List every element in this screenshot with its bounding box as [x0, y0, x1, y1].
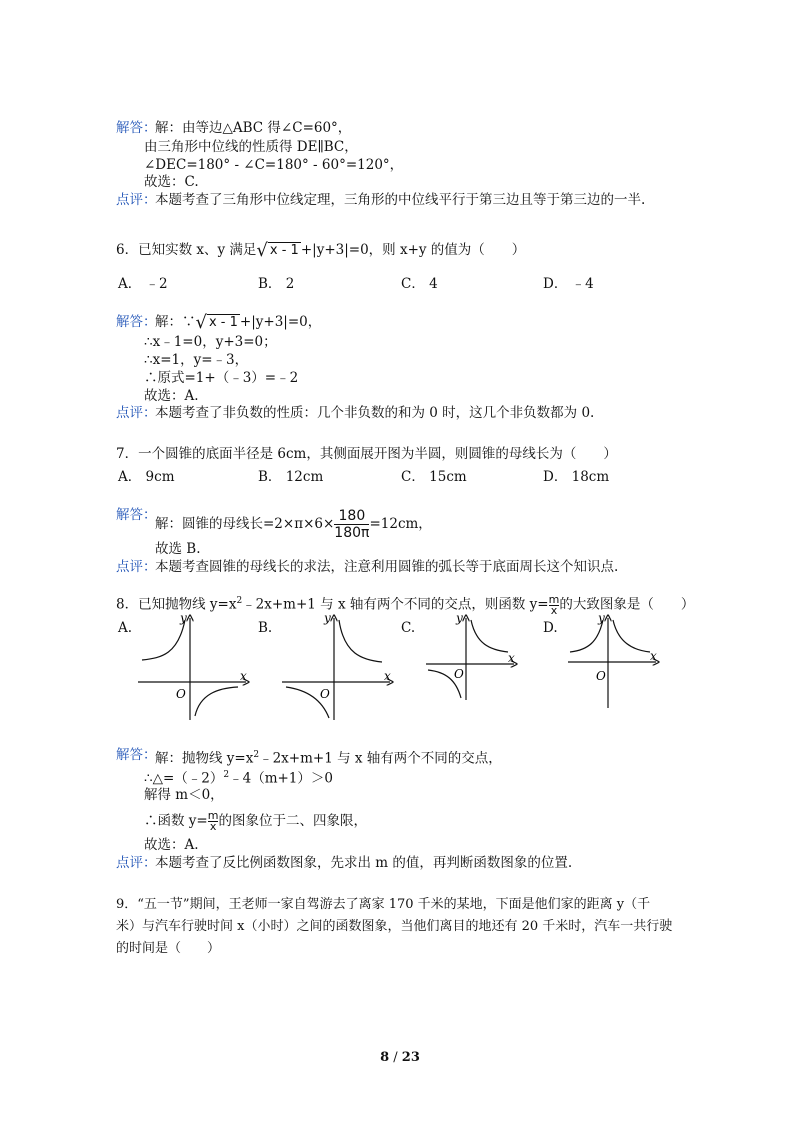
question-9-line: 米）与汽车行驶时间 x（小时）之间的函数图象，当他们离目的地还有 20 千米时，汽车一共行驶 [116, 919, 673, 934]
answer-line: 解：由等边△ABC 得∠C=60°， [155, 120, 352, 136]
stem-text: 6．已知实数 x、y 满足 [116, 242, 257, 258]
question-9-line: 的时间是（ ） [116, 941, 221, 956]
answer-label: 解答： [116, 120, 157, 136]
answer-label: 解答： [116, 314, 157, 330]
question-7-stem: 7．一个圆锥的底面半径是 6cm，其侧面展开图为半圆，则圆锥的母线长为（ ） [116, 446, 617, 462]
axis-x-label: x [384, 669, 391, 683]
axis-x-label: x [650, 649, 657, 663]
graph-c [424, 612, 524, 702]
comment-text: 本题考查圆锥的母线长的求法，注意利用圆锥的弧长等于底面周长这个知识点. [155, 559, 619, 575]
answer-line: ∠DEC=180° - ∠C=180° - 60°=120°， [144, 157, 404, 173]
origin-label: O [176, 687, 186, 701]
comment-text: 本题考查了非负数的性质：几个非负数的和为 0 时，这几个非负数都为 0. [155, 405, 595, 421]
answer-line: 故选：C. [144, 174, 199, 190]
choice-c: C． 4 [401, 276, 438, 292]
comment-label: 点评： [116, 405, 157, 421]
page-number: 8 / 23 [380, 1050, 420, 1065]
radicand: x - 1 [269, 243, 299, 258]
origin-label: O [596, 669, 606, 683]
answer-label: 解答： [116, 507, 157, 523]
answer-line: 故选 B. [155, 541, 201, 557]
answer-line: ∴x﹣1=0，y+3=0； [144, 334, 277, 350]
answer-line: 解：圆锥的母线长=2×π×6× $\frac{180}{180\pi}$ =12cm， [155, 508, 432, 541]
choice-b: B． 2 [258, 276, 295, 292]
choice-b-label: B. [258, 620, 273, 636]
axis-y-label: y [180, 612, 187, 625]
comment-label: 点评： [116, 559, 157, 575]
comment-text: 本题考查了三角形中位线定理，三角形的中位线平行于第三边且等于第三边的一半. [155, 192, 646, 208]
question-8-stem: 8．已知抛物线 $y=x^2﹣2x+m+1$ 与 x 轴有两个不同的交点，则函数 y= $\frac{m}{x}$ 的大致图象是（ ） [116, 592, 695, 617]
sqrt-expression: √ x - 1 [256, 240, 299, 261]
answer-line: 由三角形中位线的性质得 DE∥BC， [144, 139, 358, 155]
sqrt-expression: √ x - 1 [195, 312, 238, 333]
answer-line: 故选：A. [144, 837, 199, 853]
choice-a-label: A. [118, 620, 133, 636]
choice-c: C． 15cm [401, 469, 467, 485]
question-9-line: 9．“五一节”期间，王老师一家自驾游去了离家 170 千米的某地，下面是他们家的距离 y（千 [116, 897, 651, 912]
answer-line: 解：∵√ x - 1 +|y+3|=0， [155, 312, 322, 333]
answer-line: ∴△=（﹣2）$^2$﹣4（m+1）＞0 [144, 770, 333, 787]
fraction: $\frac{m}{x}$ [207, 809, 219, 833]
choice-b: B． 12cm [258, 469, 324, 485]
answer-line: ∴函数 y= $\frac{m}{x}$ 的图象位于二、四象限， [144, 809, 367, 833]
choice-d-label: D. [543, 620, 558, 636]
comment-label: 点评： [116, 192, 157, 208]
answer-line: ∴x=1，y=﹣3， [144, 352, 249, 368]
answer-line: 解：抛物线 $y=x^2﹣2x+m+1$ 与 x 轴有两个不同的交点， [155, 750, 502, 767]
answer-line: 故选：A. [144, 388, 199, 404]
answer-line: 解得 m＜0， [144, 787, 224, 803]
stem-text: +|y+3|=0，则 x+y 的值为（ ） [300, 242, 526, 258]
axis-x-label: x [508, 651, 515, 665]
axis-x-label: x [240, 669, 247, 683]
comment-label: 点评： [116, 855, 157, 871]
answer-line: ∴原式=1+（﹣3）=﹣2 [144, 370, 299, 386]
fraction: $\frac{180}{180\pi}$ [334, 508, 370, 541]
graph-a [138, 612, 256, 722]
choice-c-label: C. [401, 620, 416, 636]
question-6-stem [116, 241, 525, 260]
choice-a: A． ﹣2 [118, 276, 168, 292]
origin-label: O [320, 687, 330, 701]
graph-b [282, 612, 400, 722]
fraction: $\frac{m}{x}$ [548, 592, 560, 617]
choice-a: A． 9cm [118, 469, 175, 485]
choice-d: D． 18cm [543, 469, 610, 485]
answer-label: 解答： [116, 747, 157, 763]
axis-y-label: y [598, 612, 605, 625]
choice-d: D． ﹣4 [543, 276, 594, 292]
comment-text: 本题考查了反比例函数图象，先求出 m 的值，再判断函数图象的位置. [155, 855, 573, 871]
origin-label: O [454, 667, 464, 681]
axis-y-label: y [456, 612, 463, 625]
axis-y-label: y [324, 612, 331, 625]
graph-d [566, 612, 666, 712]
